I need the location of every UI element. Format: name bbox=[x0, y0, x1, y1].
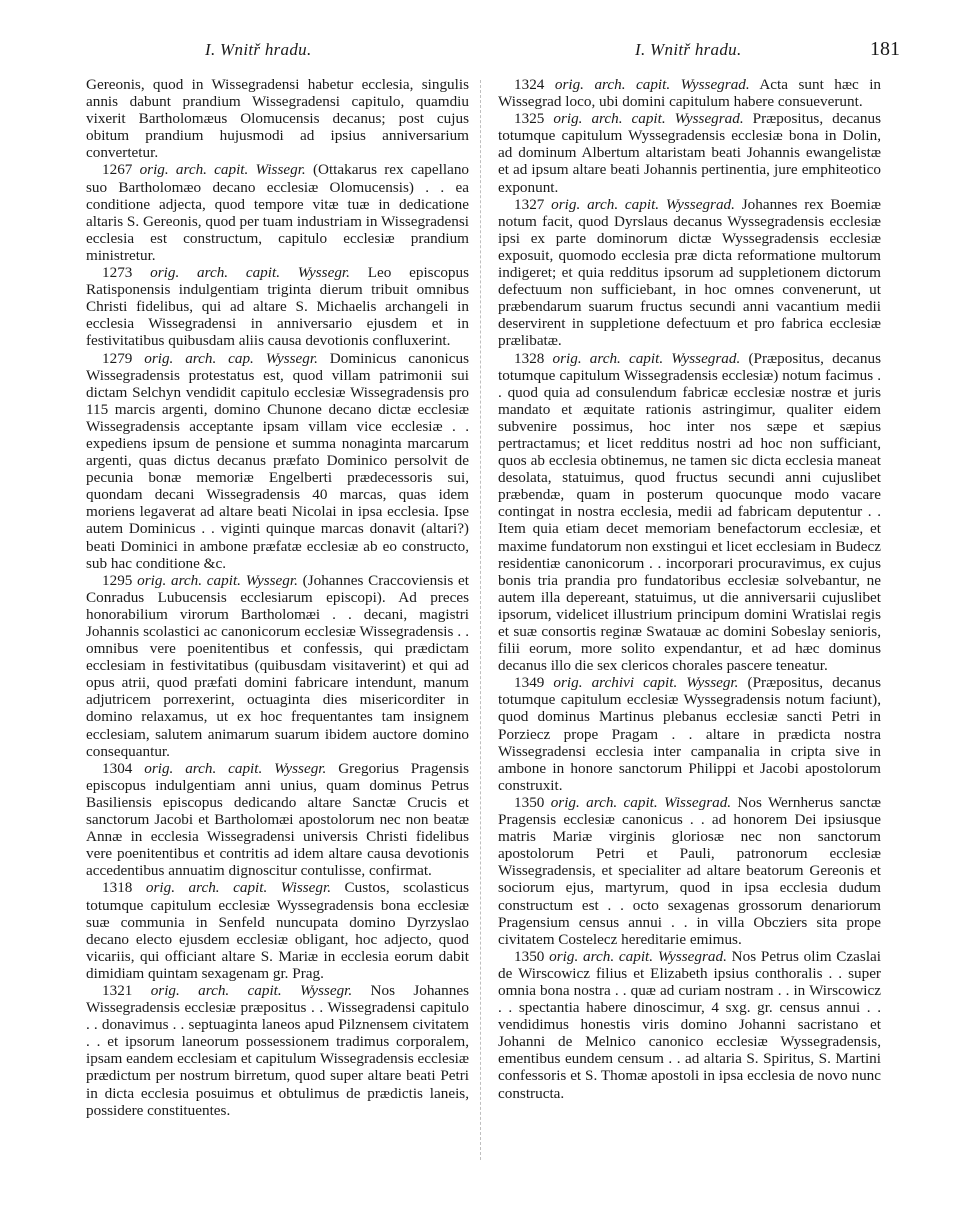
document-entry bbox=[86, 76, 469, 161]
entry-year: 1350 bbox=[514, 793, 545, 811]
document-entry bbox=[498, 674, 881, 794]
entry-source-reference: orig. arch. capit. Wyssegrad. bbox=[551, 195, 735, 213]
page-number: 181 bbox=[870, 38, 900, 60]
entry-text: Gereonis, quod in Wissegradensi habetur ecclesia, singulis annis dabunt prandium Wissegradensi capitulo, quamdiu vixerit Bartholomæus Olomucensis decanus; post cujus obitum prandium hujusmodi ad ipsius anniversarium convertetur. bbox=[86, 76, 469, 162]
document-entry bbox=[86, 982, 469, 1119]
entry-text: Custos, scolasticus totumque capitulum ecclesiæ Wyssegradensis bona ecclesiæ suæ communia in Senfeld nuncupata domino Dyrzyslao decano electo ejusdem ecclesiæ obligant, hoc adjecto, quod vicariis, qui officiant altare S. Mariæ in ecclesia eorum dabit dimidiam quintam sexagenam gr. Prag. bbox=[86, 879, 469, 982]
entry-source-reference: orig. arch. capit. Wyssegrad. bbox=[549, 947, 727, 965]
header-left-title: I. Wnitř hradu. bbox=[205, 40, 312, 59]
entry-text: (Præpositus, decanus totumque capitulum ecclesiæ Wyssegradensis notum faciunt), quod dominus Martinus plebanus ecclesiæ sancti Petri in Porziecz prope Pragam . . altare in prædicta nostra Wissegradensi ecclesia inter campanalia in cripta sive in ambone in honore sanctorum Philippi et Jacobi apostolorum construxit. bbox=[498, 674, 882, 794]
right-column bbox=[498, 76, 881, 1102]
entry-year: 1304 bbox=[102, 759, 133, 777]
entry-source-reference: orig. arch. capit. Wyssegrad. bbox=[552, 349, 741, 367]
entry-source-reference: orig. arch. cap. Wyssegr. bbox=[144, 349, 318, 367]
entry-text: (Johannes Craccoviensis et Conradus Lubucensis ecclesiarum episcopi). Ad preces honorabilium virorum Bartholomæi . . decani, magistri Johannis scolastici ac canonicorum ecclesiæ Wissegradensis . . omnibus vere poenitentibus et confessis, qui prædictam ecclesiam in festivitatibus (quibusdam visitaverint) et qui ad opus atrii, quod præfati domini fabricare intendunt, manum adjutricem porrexerint, octuaginta dies misericorditer in domino relaxamus, ut ex hoc frequentantes tam insignem ecclesiam, salutem animarum suarum ibidem auctore domino consequantur. bbox=[86, 571, 470, 760]
entry-text: Dominicus canonicus Wissegradensis protestatus est, quod villam patrimonii sui dictam Selchyn vendidit capitulo ecclesiæ Wissegradensis pro 115 marcis argenti, domino Chunone decano dictæ ecclesiæ Wissegradensis acceptante ipsam villam vice ecclesiæ . . expediens ipsum de pensione et summa nonaginta marcarum argenti, quas dictus decanus præfato Dominico persolvit de pecunia bonæ memoriæ Engelberti prædecessoris sui, quondam decani Wissegradensis 40 marcas, quas idem moriens legaverat ad altare beati Nicolai in ipsa ecclesia. Ipse autem Dominicus . . viginti quinque marcas donavit (altari?) beati Dominici in ambone præfatæ ecclesiæ ab eo constructo, sub hac conditione &c. bbox=[86, 349, 470, 572]
left-column bbox=[86, 76, 469, 1119]
entry-year: 1267 bbox=[102, 161, 133, 179]
document-entry bbox=[498, 76, 881, 110]
entry-text: Nos Petrus olim Czaslai de Wirscowicz filius et Elizabeth ipsius conthoralis . . super omnia bona nostra . . quæ ad curiam nostram . . in Wirscowicz . . spectantia habere dinoscimur, 4 sxg. gr. census annui . . vendidimus honestis viris domino Johanni sacristano et Johanni de Melnico canonico ecclesiæ Wyssegradensis, ementibus eundem censum . . ad altaria S. Spiritus, S. Martini confessoris et S. Thomæ apostoli in ipsa ecclesia de novo nunc constructa. bbox=[498, 947, 881, 1102]
entry-source-reference: orig. arch. capit. Wyssegr. bbox=[150, 981, 353, 999]
entry-year: 1321 bbox=[102, 981, 133, 999]
entry-year: 1327 bbox=[514, 195, 545, 213]
entry-source-reference: orig. arch. capit. Wissegrad. bbox=[550, 793, 732, 811]
document-entry bbox=[498, 948, 881, 1102]
entry-text: Johannes rex Boemiæ notum facit, quod Dyrslaus decanus Wyssegradensis ecclesiæ ipsi ex parte dominorum dictæ Wyssegradensis ecclesiæ exposuit, quomodo ecclesia præ dicta reformatione multorum indigeret; et quia redditus ipsorum ad suppletionem dictorum defectuum non sufficiebant, in hoc omnes convenerunt, ut præbendarum suarum fructus secundi anni vacantium medii deservirent in suppletione defectuum et pro fabrica ecclesiæ prælibatæ. bbox=[498, 195, 882, 350]
entry-source-reference: orig. arch. capit. Wyssegr. bbox=[137, 571, 298, 589]
entry-text: Acta sunt hæc in Wissegrad loco, ubi domini capitulum habere consueverunt. bbox=[498, 76, 882, 111]
entry-year: 1349 bbox=[514, 674, 545, 692]
header-right-title: I. Wnitř hradu. bbox=[635, 40, 742, 59]
document-entry bbox=[86, 264, 469, 349]
entry-source-reference: orig. arch. capit. Wissegr. bbox=[139, 161, 306, 179]
entry-year: 1295 bbox=[102, 571, 133, 589]
entry-year: 1318 bbox=[102, 879, 133, 897]
document-entry bbox=[498, 110, 881, 195]
document-entry bbox=[86, 350, 469, 572]
entry-source-reference: orig. arch. capit. Wyssegr. bbox=[144, 759, 327, 777]
document-entry bbox=[86, 572, 469, 760]
entry-text: (Ottakarus rex capellano suo Bartholomæo decano ecclesiæ Olomucensis) . . ea conditione adjecta, quod tempore vitæ tuæ in dedicatione altaris S. Gereonis, quod per tuam industriam in Wissegradensi ecclesia est constructum, capitulo ecclesiæ prandium ministretur. bbox=[86, 161, 470, 264]
entry-source-reference: orig. archivi capit. Wyssegr. bbox=[553, 674, 739, 692]
document-entry bbox=[498, 196, 881, 350]
document-entry bbox=[86, 760, 469, 880]
document-entry bbox=[86, 879, 469, 982]
running-header bbox=[0, 40, 960, 68]
entry-year: 1350 bbox=[514, 947, 545, 965]
entry-text: (Præpositus, decanus totumque capitulum Wissegradensis ecclesiæ) notum facimus . . quod quia ad consulendum fabricæ ecclesiæ nostræ et juris mandato et æquitate rationis astringimur, qualiter eidem subvenire possimus, hoc inter nos sæpe et sæpius pertractamus; et licet redditus nostri ad hoc non sufficiant, quos ab ecclesia obtinemus, ne tamen sic dicta ecclesia maneat desolata, statuimus, quod fructus secundi anni cujuslibet præbendæ, quam in posterum quocunque modo vacare contingat in nostra ecclesia, medii ad fabricam deputentur . . Item quia etiam decet memoriam benefactorum ecclesiæ, et maxime fundatorum non exstingui et licet ecclesiam in Budecz residentiæ canonicorum . . incorporari procuravimus, ex cujus bonis tria prandia pro fundatoribus ecclesiæ solvebantur, ne autem illa depereant, statuimus, ut die anniversarii cujuslibet ipsorum, videlicet illustrium principum domini Wratislai regis et suæ consortis reginæ Swatauæ ac domini Sobeslay senioris, filii eorum, more solito expendantur, et ad hæc dominus decanus illo die sex clericos chorales pascere teneatur. bbox=[498, 349, 882, 675]
entry-year: 1273 bbox=[102, 264, 133, 282]
entry-source-reference: orig. arch. capit. Wyssegrad. bbox=[553, 110, 744, 128]
entry-year: 1324 bbox=[514, 76, 545, 93]
entry-year: 1279 bbox=[102, 349, 133, 367]
document-entry bbox=[498, 350, 881, 675]
entry-source-reference: orig. arch. capit. Wyssegr. bbox=[150, 264, 350, 282]
entry-text: Nos Wernherus sanctæ Pragensis ecclesiæ canonicus . . ad honorem Dei ipsiusque matris Mariæ virginis gloriosæ nec non sanctorum apostolorum Petri et Pauli, patronorum ecclesiæ Wissegradensis, et specialiter ad altare beatorum Gereonis et sociorum ejus, martyrum, quod in ipsa ecclesia dudum constructum est . . octo sexagenas grossorum denariorum Pragensium census annui . . in villa Obcziers sita prope civitatem Costelecz hereditarie emimus. bbox=[498, 793, 881, 948]
entry-text: Præpositus, decanus totumque capitulum Wyssegradensis ecclesiæ bona in Dolin, ad dominum Albertum altaristam beati Johannis ewangelistæ et ad ipsum altare beati Johannis pertinentia, jure emphiteotico exponunt. bbox=[498, 110, 882, 196]
entry-text: Nos Johannes Wissegradensis ecclesiæ præpositus . . Wissegradensi capitulo . . donavimus . . septuaginta laneos apud Pilznensem civitatem . . et ipsorum laneorum possessionem tradimus corporalem, ipsam eandem ecclesiam et capitulum Wissegradensis ecclesiæ prædictum per nostrum birretum, quod super altare beati Petri in dicta ecclesia posuimus et obtulimus de prædictis laneis, possidere constituentes. bbox=[86, 981, 470, 1119]
column-divider bbox=[480, 80, 481, 1160]
entry-text: Leo episcopus Ratisponensis indulgentiam triginta dierum tribuit omnibus Christi fidelibus, qui ad altare S. Michaelis archangeli in ecclesia Wissegradensi in anniversario ejusdem et in festivitatibus quibusdam aliis causa devotionis confluxerint. bbox=[86, 264, 470, 350]
entry-year: 1328 bbox=[514, 349, 545, 367]
document-entry bbox=[498, 794, 881, 948]
entry-source-reference: orig. arch. capit. Wissegr. bbox=[145, 879, 331, 897]
entry-text: Gregorius Pragensis episcopus indulgentiam anni unius, quam dominus Petrus Basiliensis episcopus dedicando altare Sanctæ Crucis et sanctorum Jacobi et Bartholomæi apostolorum nec non beatæ Annæ in ecclesia Wissegradensi universis Christi fidelibus vere poenitentibus et contritis ad idem altare causa devotionis accedentibus annuatim dignoscitur contulisse, confirmat. bbox=[86, 759, 470, 880]
entry-source-reference: orig. arch. capit. Wyssegrad. bbox=[554, 76, 750, 93]
entry-year: 1325 bbox=[514, 110, 545, 128]
document-entry bbox=[86, 161, 469, 264]
